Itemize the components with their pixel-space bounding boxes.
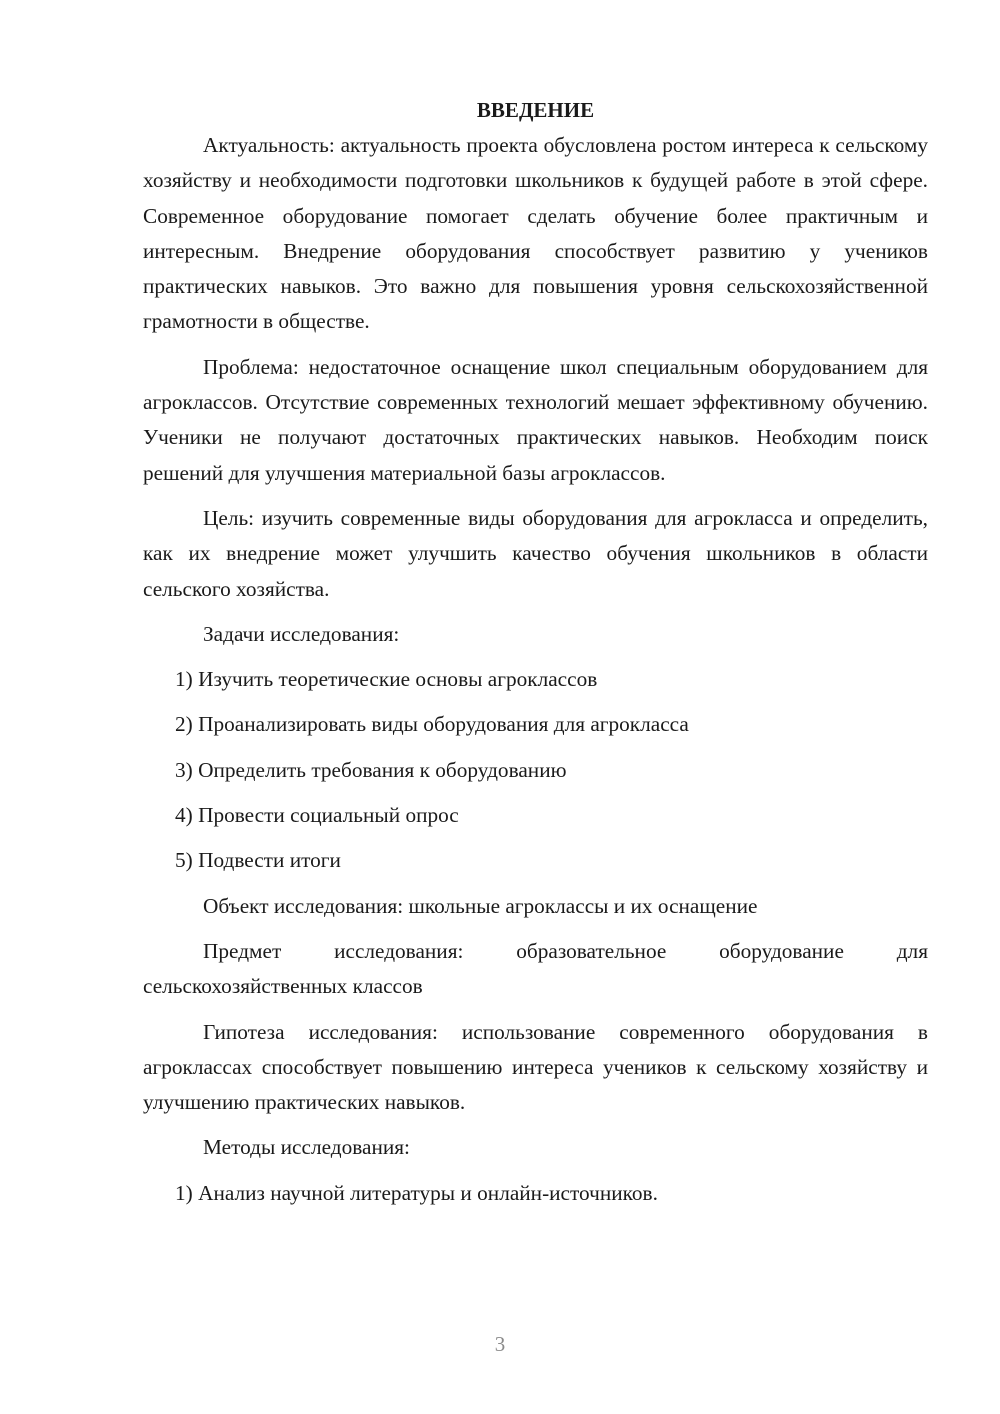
- document-page: [143, 93, 928, 1211]
- methods-title: Методы исследования:: [203, 1135, 410, 1160]
- method-item-1: 1) Анализ научной литературы и онлайн-источников.: [175, 1180, 658, 1205]
- object-paragraph: Объект исследования: школьные агроклассы и их оснащение: [203, 893, 758, 918]
- relevance-paragraph: Актуальность: актуальность проекта обусловлена ростом интереса к сельскому хозяйству и необходимости подготовки школьников к будущей работе в этой сфере. Современное оборудование помогает сделать обучение более практичным и интересным. Внедрение оборудования способствует развитию у учеников практических навыков. Это важно для повышения уровня сельскохозяйственной грамотности в обществе.: [143, 133, 928, 334]
- tasks-title: Задачи исследования:: [203, 621, 400, 646]
- task-item-4: 4) Провести социальный опрос: [175, 803, 459, 828]
- problem-paragraph: Проблема: недостаточное оснащение школ специальным оборудованием для агроклассов. Отсутствие современных технологий мешает эффективному обучению. Ученики не получают достаточных практических навыков. Необходим поиск решений для улучшения материальной базы агроклассов.: [143, 354, 928, 485]
- task-item-2: 2) Проанализировать виды оборудования для агрокласса: [175, 712, 689, 737]
- hypothesis-paragraph: Гипотеза исследования: использование современного оборудования в агроклассах способствует повышению интереса учеников к сельскому хозяйству и улучшению практических навыков.: [143, 1019, 928, 1115]
- goal-paragraph: Цель: изучить современные виды оборудования для агрокласса и определить, как их внедрение может улучшить качество обучения школьников в области сельского хозяйства.: [143, 505, 928, 601]
- task-item-5: 5) Подвести итоги: [175, 848, 341, 873]
- subject-paragraph: Предмет исследования: образовательное оборудование для сельскохозяйственных классов: [143, 938, 928, 999]
- task-item-1: 1) Изучить теоретические основы агроклассов: [175, 667, 598, 692]
- page-title: ВВЕДЕНИЕ: [476, 98, 595, 122]
- task-item-3: 3) Определить требования к оборудованию: [175, 757, 567, 782]
- page-number: 3: [494, 1332, 506, 1356]
